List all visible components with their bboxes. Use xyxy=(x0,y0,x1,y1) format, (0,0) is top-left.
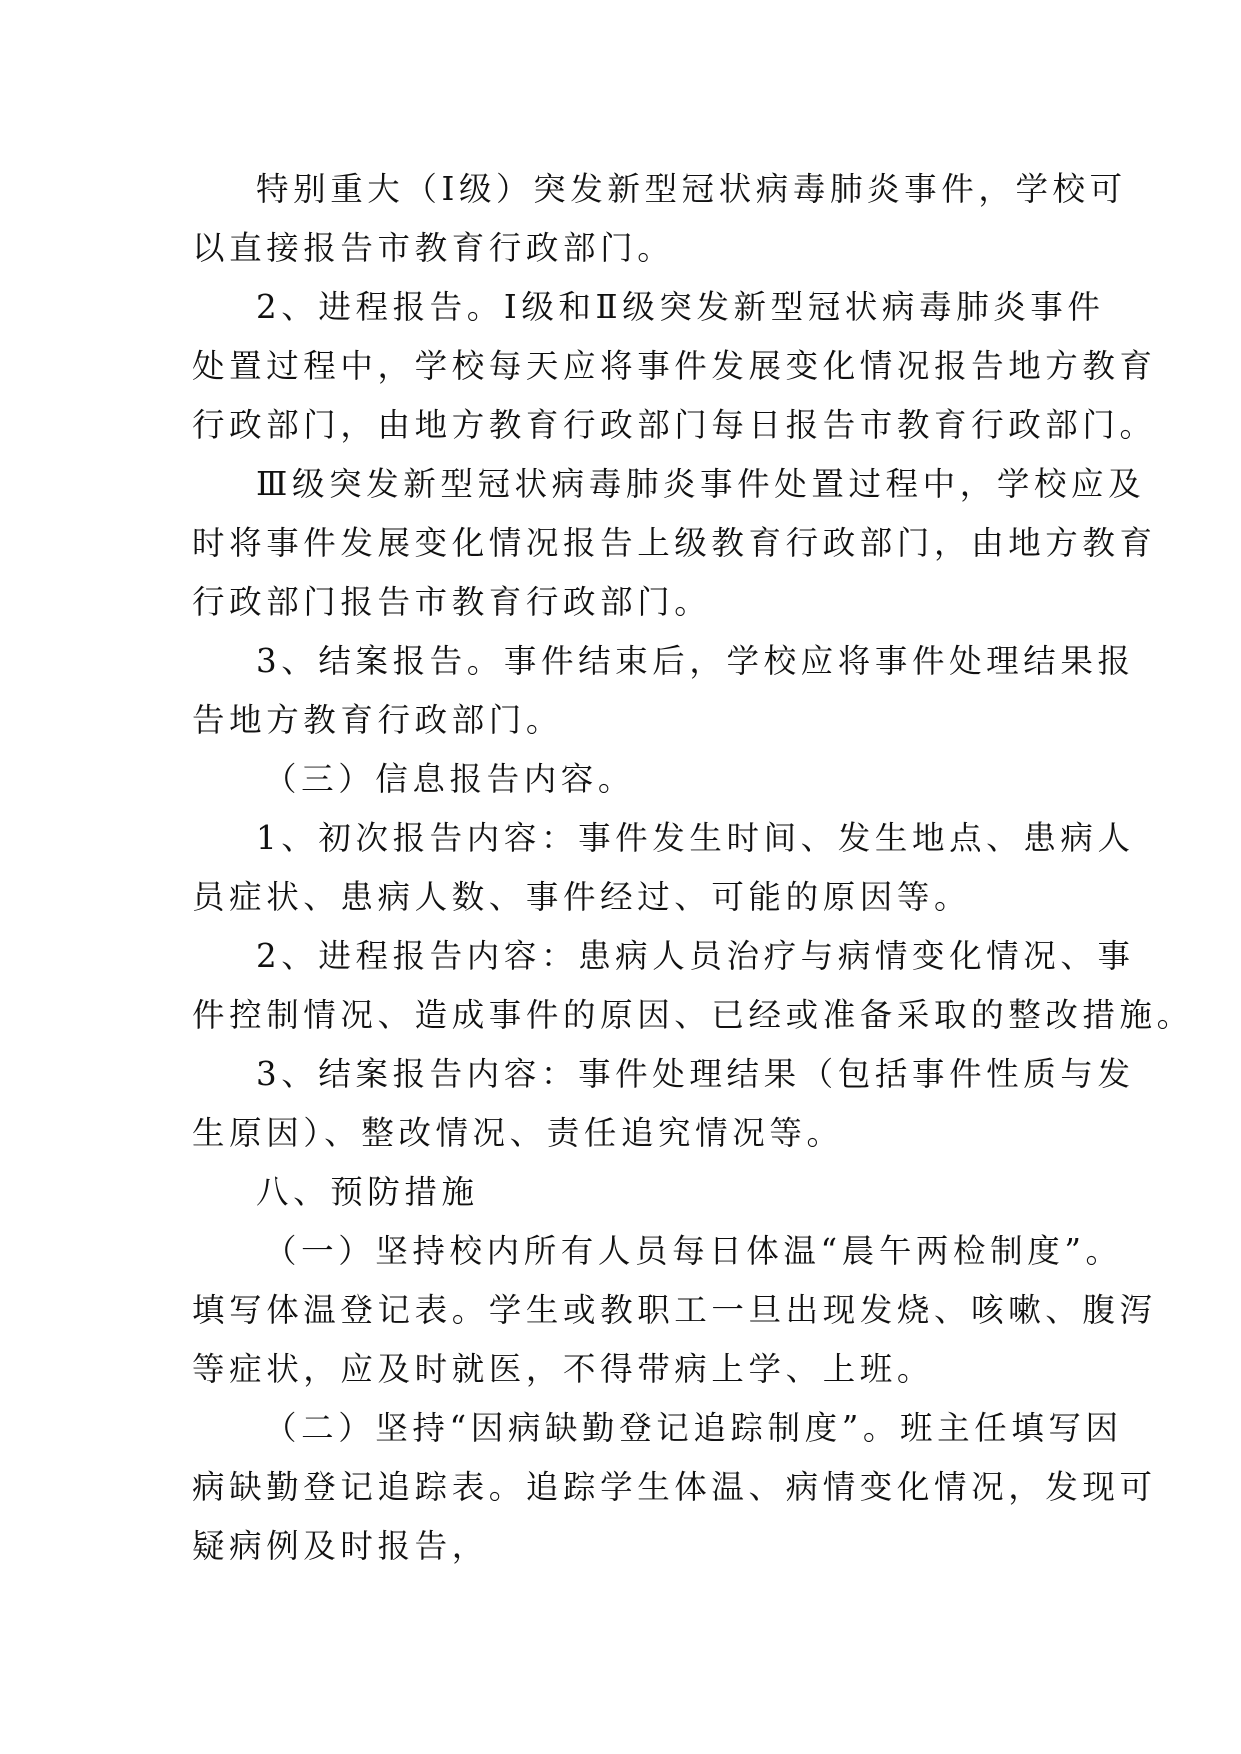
text-line: （二）坚持“因病缺勤登记追踪制度”。班主任填写因 xyxy=(264,1409,1123,1447)
text-line: Ⅲ级突发新型冠状病毒肺炎事件处置过程中，学校应及 xyxy=(256,465,1146,503)
text-line: 员症状、患病人数、事件经过、可能的原因等。 xyxy=(192,878,972,916)
text-line: 1、初次报告内容：事件发生时间、发生地点、患病人 xyxy=(256,819,1135,857)
text-line: （一）坚持校内所有人员每日体温“晨午两检制度”。 xyxy=(264,1232,1123,1270)
text-line: 3、结案报告内容：事件处理结果（包括事件性质与发 xyxy=(256,1055,1135,1093)
document-body xyxy=(192,160,1194,1576)
text-line: 处置过程中，学校每天应将事件发展变化情况报告地方教育 xyxy=(192,347,1157,385)
text-line: 行政部门，由地方教育行政部门每日报告市教育行政部门。 xyxy=(192,406,1157,444)
text-line: 填写体温登记表。学生或教职工一旦出现发烧、咳嗽、腹泻 xyxy=(192,1291,1157,1329)
text-line: 等症状，应及时就医，不得带病上学、上班。 xyxy=(192,1350,935,1388)
text-line: 特别重大（Ⅰ级）突发新型冠状病毒肺炎事件，学校可 xyxy=(256,170,1127,208)
section-heading: 八、预防措施 xyxy=(256,1173,479,1211)
text-line: 疑病例及时报告， xyxy=(192,1527,489,1565)
text-line: 2、进程报告。Ⅰ级和Ⅱ级突发新型冠状病毒肺炎事件 xyxy=(256,288,1105,326)
text-line: 件控制情况、造成事件的原因、已经或准备采取的整改措施。 xyxy=(192,996,1194,1034)
text-line: 生原因）、整改情况、责任追究情况等。 xyxy=(192,1114,844,1152)
text-line: 2、进程报告内容：患病人员治疗与病情变化情况、事 xyxy=(256,937,1135,975)
text-line: 告地方教育行政部门。 xyxy=(192,701,564,739)
section-heading: （三）信息报告内容。 xyxy=(264,760,636,798)
text-line: 行政部门报告市教育行政部门。 xyxy=(192,583,712,621)
text-line: 3、结案报告。事件结束后，学校应将事件处理结果报 xyxy=(256,642,1135,680)
text-line: 病缺勤登记追踪表。追踪学生体温、病情变化情况，发现可 xyxy=(192,1468,1157,1506)
text-line: 以直接报告市教育行政部门。 xyxy=(192,229,675,267)
text-line: 时将事件发展变化情况报告上级教育行政部门，由地方教育 xyxy=(192,524,1157,562)
